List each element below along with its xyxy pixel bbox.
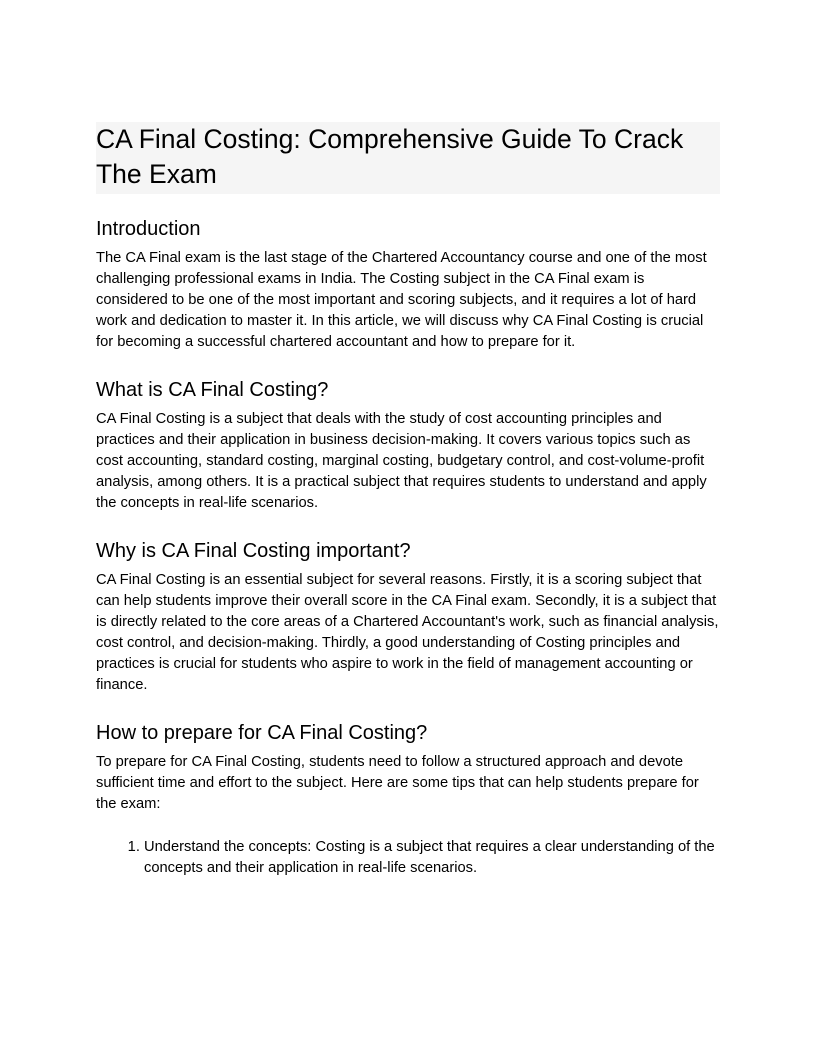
tips-list [96,837,720,879]
section-paragraph: CA Final Costing is an essential subject for several reasons. Firstly, it is a scoring subject that can help students improve their overall score in the CA Final exam. Secondly, it is a subject that is directly related to the core areas of a Chartered Accountant's work, such as financial analysis, cost control, and decision-making. Thirdly, a good understanding of Costing principles and practices is crucial for students who aspire to work in the field of management accounting or finance. [96,572,719,693]
section-heading: What is CA Final Costing? [96,379,329,401]
section-paragraph: The CA Final exam is the last stage of the Chartered Accountancy course and one of the most challenging professional exams in India. The Costing subject in the CA Final exam is considered to be one of the most important and scoring subjects, and it requires a lot of hard work and dedication to master it. In this article, we will discuss why CA Final Costing is crucial for becoming a successful chartered accountant and how to prepare for it. [96,250,707,350]
section-heading: How to prepare for CA Final Costing? [96,722,428,744]
section-heading: Introduction [96,218,201,240]
document-page [96,122,720,879]
section-heading: Why is CA Final Costing important? [96,540,411,562]
section-how-to-prepare [96,720,720,879]
section-paragraph: To prepare for CA Final Costing, students need to follow a structured approach and devote sufficient time and effort to the subject. Here are some tips that can help students prepare for the exam: [96,754,699,812]
section-what-is [96,377,720,514]
section-introduction [96,216,720,353]
section-why-important [96,538,720,696]
title-block [96,122,720,194]
page-title: CA Final Costing: Comprehensive Guide To Crack The Exam [96,124,684,189]
list-item: 1. Understand the concepts: Costing is a subject that requires a clear understanding of the concepts and their application in real-life scenarios. [144,837,720,879]
section-paragraph: CA Final Costing is a subject that deals with the study of cost accounting principles and practices and their application in business decision-making. It covers various topics such as cost accounting, standard costing, marginal costing, budgetary control, and cost-volume-profit analysis, among others. It is a practical subject that requires students to understand and apply the concepts in real-life scenarios. [96,411,707,511]
